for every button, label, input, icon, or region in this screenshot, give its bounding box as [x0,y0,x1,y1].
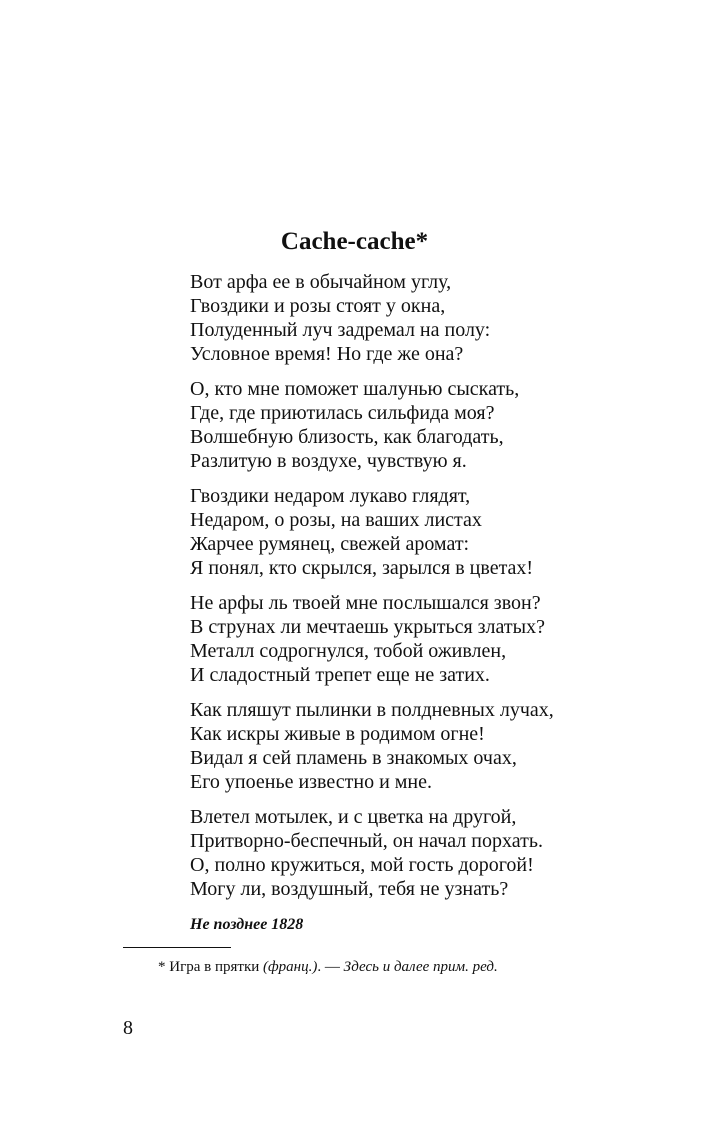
poem-line: Волшебную близость, как благодать, [190,426,504,448]
footnote-editor-note: Здесь и далее прим. ред. [343,959,498,975]
poem-date: Не позднее 1828 [190,916,304,933]
stanza [190,270,690,366]
poem-line: Как пляшут пылинки в полдневных лучах, [190,699,554,721]
poem-line: В струнах ли мечтаешь укрыться златых? [190,616,545,638]
poem-line: Гвоздики и розы стоят у окна, [190,295,446,317]
stanza [190,805,690,901]
poem-line: Гвоздики недаром лукаво глядят, [190,485,471,507]
footnote-language: (франц.) [263,959,318,975]
poem-line: Влетел мотылек, и с цветка на другой, [190,806,517,828]
footnote-separator: . — [317,959,344,975]
poem-line: Разлитую в воздухе, чувствую я. [190,450,467,472]
poem-line: Как искры живые в родимом огне! [190,723,485,745]
footnote-marker: * Игра в прятки [158,959,264,975]
poem-title: Cache-cache* [280,228,429,255]
poem-line: И сладостный трепет еще не затих. [190,664,490,686]
poem-line: Вот арфа ее в обычайном углу, [190,271,452,293]
poem-line: Не арфы ль твоей мне послышался звон? [190,592,541,614]
poem-line: Его упоенье известно и мне. [190,771,433,793]
footnote-divider [123,947,231,948]
poem-line: Видал я сей пламень в знакомых очах, [190,747,517,769]
poem-line: О, кто мне поможет шалунью сыскать, [190,378,520,400]
poem-line: Притворно-беспечный, он начал порхать. [190,830,543,852]
poem-line: Условное время! Но где же она? [190,343,464,365]
poem-line: Жарчее румянец, свежей аромат: [190,533,470,555]
stanza [190,591,690,687]
stanza [190,377,690,473]
poem-line: Я понял, кто скрылся, зарылся в цветах! [190,557,534,579]
poem-line: Металл содрогнулся, тобой оживлен, [190,640,507,662]
stanza [190,484,690,580]
poem-line: Недаром, о розы, на ваших листах [190,509,482,531]
poem-body [190,270,690,936]
poem-line: Могу ли, воздушный, тебя не узнать? [190,878,509,900]
page-number: 8 [123,1017,133,1039]
stanza [190,698,690,794]
footnote [158,956,498,978]
poem-line: Где, где приютилась сильфида моя? [190,402,495,424]
poem-line: О, полно кружиться, мой гость дорогой! [190,854,534,876]
poem-line: Полуденный луч задремал на полу: [190,319,491,341]
